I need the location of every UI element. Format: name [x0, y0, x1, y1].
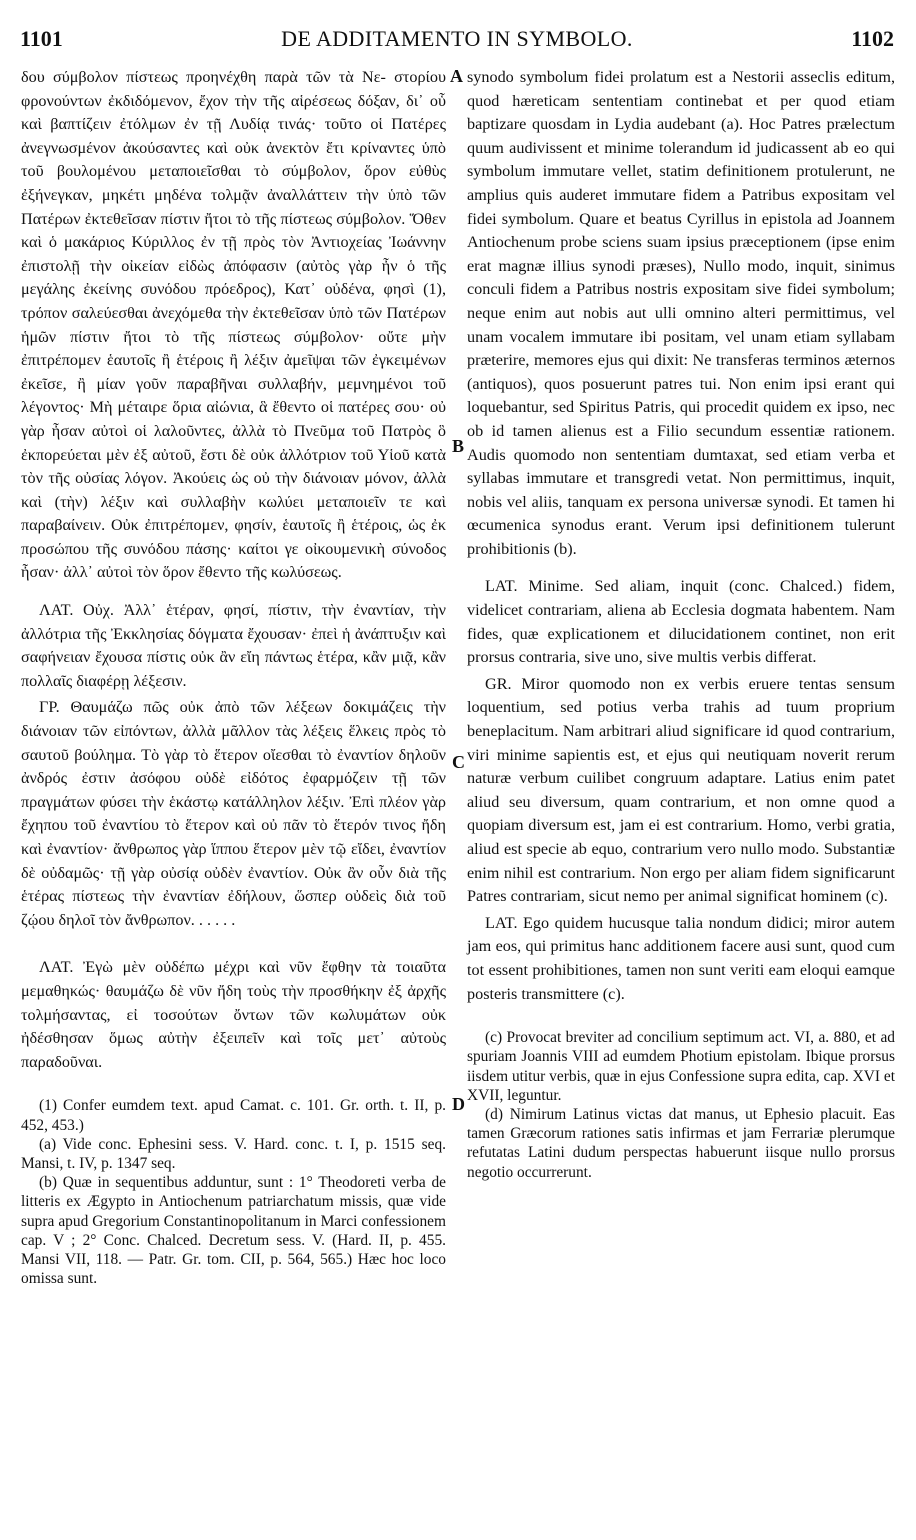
margin-marker-c: C — [452, 752, 465, 772]
footnote: (d) Nimirum Latinus victas dat manus, ut Ephesio placuit. Eas tamen Græcorum rationes satis infirmas et jam Ferrariæ plerumque refutatas Latini dudum perspectas habuerunt iisque nullo prorsus negotio occurrerunt. — [467, 1105, 895, 1181]
latin-paragraph: LAT. Ego quidem hucusque talia nondum didici; miror autem jam eos, qui primitus hanc additionem facere ausi sunt, quod cum tot essent prohibitiones, tamen non sunt veriti eam eloqui eamque posteris transmittere (c). — [467, 913, 895, 1003]
margin-marker-d: D — [452, 1094, 465, 1114]
margin-marker-a: A — [450, 66, 463, 86]
greek-paragraph: ΓΡ. Θαυμάζω πῶς οὐκ ἀπὸ τῶν λέξεων δοκιμάζεις τὴν διάνοιαν τῶν εἰπόντων, ἀλλὰ μᾶλλον τὰς λέξεις ἕλκεις πρὸς τὸ σαυτοῦ βούλημα. Τὸ γὰρ τὸ ἕτερον οἴεσθαι τὸ ἐναντίον δηλοῦν ἀνδρός ἐστιν ἀσόφου οὐδὲ εἰδότος ἐφαρμόζειν τῇ τῶν πραγμάτων φύσει τὴν ἑκάστῳ κατάλληλον λέξιν. Ἐπὶ πλέον γὰρ ἔχηπου τοῦ ἐναντίου τὸ ἕτερον καὶ οὐ πᾶν τὸ ἕτερόν τινος ἤδη καὶ ἐναντίον· ἄνθρωπος γὰρ ἵππου ἕτερον μὲν τῷ εἴδει, ἐναντίον δὲ οὐδαμῶς· τῇ γὰρ οὐσίᾳ οὐδὲν ἐναντίον. Οὐκ ἂν οὖν διὰ τῆς ἑτέρας πίστεως τὴν ἐναντίαν ἐδήλουν, ὥσπερ οὐδεὶς διὰ τοῦ ζῴου δηλοῖ τὸν ἄνθρωπον. . . . . . — [21, 698, 446, 929]
margin-marker-b: B — [452, 436, 465, 456]
left-page-number: 1101 — [20, 26, 63, 51]
greek-column — [21, 66, 446, 1288]
latin-paragraph: LAT. Minime. Sed aliam, inquit (conc. Chalced.) fidem, videlicet contrariam, aliena ab Ecclesia dogmata habentem. Nam fides, quæ explicationem et dilucidationem continet, non erit prorsus contraria, sive uno, sive multis verbis differat. — [467, 577, 895, 667]
footnotes-right — [467, 1028, 895, 1182]
footnote: (b) Quæ in sequentibus adduntur, sunt : 1° Theodoreti verba de litteris ex Ægypto in Antiochenum patriarchatum missis, quæ vide supra apud Gregorium Constantinopolitanum in Marci confessionem cap. V ; 2° Conc. Chalced. Decretum sess. V. (Hard. II, p. 455. Mansi VII, 118. — Patr. Gr. tom. CII, p. 564, 565.) Hæc hoc loco omissa sunt. — [21, 1174, 446, 1288]
latin-column — [467, 66, 895, 1182]
running-header — [20, 26, 894, 60]
greek-paragraph: ΛΑΤ. Ἐγὼ μὲν οὐδέπω μέχρι καὶ νῦν ἔφθην τὰ τοιαῦτα μεμαθηκώς· θαυμάζω δὲ νῦν ἤδη τοὺς τὴν προσθήκην ἐξ ἀρχῆς τολμήσαντας, εἰ τοσούτων ὄντων τῶν κωλυμάτων οὐκ ἠδέσθησαν ὅμως αὐτὴν ἐξειπεῖν καὶ τοῖς μετ᾽ αὐτοὺς παραδοῦναι. — [21, 958, 446, 1071]
footnotes-left — [21, 1096, 446, 1288]
footnote: (a) Vide conc. Ephesini sess. V. Hard. conc. t. I, p. 1515 seq. Mansi, t. IV, p. 1347 seq. — [21, 1135, 446, 1172]
right-page-number: 1102 — [851, 26, 894, 51]
running-title: DE ADDITAMENTO IN SYMBOLO. — [281, 26, 633, 51]
latin-paragraph: GR. Miror quomodo non ex verbis eruere tentas sensum loquentium, sed potius verba trahis ad tuum proprium beneplacitum. Nam arbitrari aliud significare id quod contrarium, viri minime sapientis est, et ejus qui neutiquam noverit rerum naturæ verbum cuilibet congruum adaptare. Latius enim patet aliud seu diversum, quam contrarium, et non omne quod a quopiam diversum est, jam ei est contrarium. Homo, verbi gratia, aliud est specie ab equo, contrarium vero nullo modo. Substantiæ enim nihil est contrarium. Non ergo per aliam fidem significarunt Patres contrariam, sicut nemo per animal significat hominem (c). — [467, 674, 895, 906]
greek-paragraph: δου σύμβολον πίστεως προηνέχθη παρὰ τῶν τὰ Νε- στορίου φρονούντων ἐκδιδόμενον, ἔχον τὴν τῆς αἱρέσεως δόξαν, δι᾽ οὗ καὶ βαπτίζειν ἐτόλμων ἐν τῇ Λυδίᾳ τινάς· τοῦτο οἱ Πατέρες ἀνεγνωσμένον ἀκούσαντες καὶ οὐκ ἀνεκτὸν ἔτι κρίναντες ὑπὸ τοῦ βουλομένου μεταποιεῖσθαι τὸ σύμβολον, ὅρον εὐθὺς ἐξήνεγκαν, μηκέτι μηδένα τολμᾷν ἀναλλάττειν τὴν ὑπὸ τῶν Πατέρων ἐκτεθεῖσαν πίστιν ἤτοι τὸ τῆς πίστεως σύμβολον. Ὅθεν καὶ ὁ μακάριος Κύριλλος ἐν τῇ πρὸς τὸν Ἀντιοχείας Ἰωάννην ἐπιστολῇ τὴν οἰκείαν εἰδὼς ἀπόφασιν (αὐτὸς γὰρ ἦν ὁ τῆς μεγάλης ἐκείνης συνόδου πρόεδρος), Κατ᾽ οὐδένα, φησὶ (1), τρόπον σαλεύεσθαι ἀνεχόμεθα τὴν ἐκτεθεῖσαν ὑπὸ τῶν Πατέρων ἡμῶν πίστιν ἤτοι τὸ τῆς πίστεως σύμβολον· οὔτε μὴν ἐπιτρέπομεν ἑαυτοῖς ἢ ἑτέροις ἢ λέξιν ἀμεῖψαι τῶν ἐγκειμένων ἐκεῖσε, ἢ μίαν γοῦν παραβῆναι συλλαβήν, μεμνημένοι τοῦ λέγοντος· Μὴ μέταιρε ὅρια αἰώνια, ἃ ἔθεντο οἱ πατέρες σου· οὐ γὰρ ἦσαν αὐτοὶ οἱ λαλοῦντες, ἀλλὰ τὸ Πνεῦμα τοῦ Πατρὸς ὃ ἐκπορεύεται μὲν ἐξ αὐτοῦ, ἔστι δὲ οὐκ ἀλλότριον τοῦ Υἱοῦ κατὰ τὸν τῆς οὐσίας λόγον. Ἀκούεις ὡς οὐ τὴν διάνοιαν μόνον, ἀλλὰ καὶ (τὴν) λέξιν καὶ συλλαβὴν κωλύει μεταποιεῖν τε καὶ παραβαίνειν. Οὐκ ἐπιτρέπομεν, φησίν, ἑαυτοῖς ἢ ἑτέροις, ὡς ἐκ προσώπου τῆς συνόδου πάσης· καίτοι γε οἰκουμενικὴ σύνοδος ἦσαν· ἀλλ᾽ αὐτοὶ τὸν ὅρον ἔθεντο τῆς κωλύσεως. — [21, 68, 446, 582]
latin-paragraph: synodo symbolum fidei prolatum est a Nestorii asseclis editum, quod hæreticam sententiam continebat et per quod etiam baptizare quosdam in Lydia audebant (a). Hoc Patres prælectum quum audivissent et minime tolerandum id judicassent ab eo qui symbolum immutare vellet, statim definitionem protulerunt, ne amplius quis auderet immutare fidem a Patribus expositam vel fidei symbolum. Quare et beatus Cyrillus in epistola ad Joannem Antiochenum probe sciens suam ipsius præceptionem (ipse enim erat magnæ illius synodi præses), Nullo modo, inquit, sinimus conculi fidem a Patribus nostris expositam sive fidei symbolum; neque enim aut nobis aut ulli omnino alteri permittimus, vel unam vocalem immutare ibi positam, vel unam etiam syllabam præterire, memores ejus qui dixit: Ne transferas terminos æternos (antiquos), quos posuerunt patres tui. Non enim ipsi erant qui loquebantur, sed Spiritus Patris, qui procedit quidem ex ipso, nec ob id tamen alienus est a Filio secundum essentiæ rationem. Audis quomodo non sententiam dumtaxat, sed etiam verba et syllabas immutare et transgredi vetat. Non permittimus, inquit, nobis vel aliis, tanquam ex persona universæ synodi. Et tamen hi œcumenica synodus erant. Verum ipsi definitionem tulerunt prohibitionis (b). — [467, 68, 895, 558]
footnote: (c) Provocat breviter ad concilium septimum act. VI, a. 880, et ad spuriam Joannis VIII ad eumdem Photium epistolam. Ibique prorsus iisdem utitur verbis, quæ in ejus Confessione supra edita, cap. XVI et XVII, leguntur. — [467, 1029, 895, 1104]
greek-paragraph: ΛΑΤ. Οὐχ. Ἀλλ᾽ ἑτέραν, φησί, πίστιν, τὴν ἐναντίαν, τὴν ἀλλότρια τῆς Ἐκκλησίας δόγματα ἔχουσαν· ἐπεὶ ἡ ἀνάπτυξιν καὶ σαφήνειαν ἔχουσα πίστις οὐκ ἂν εἴη πάντως ἑτέρα, κἂν μιᾷ, κἂν πολλαῖς διαφέρῃ λέξεσιν. — [21, 601, 446, 690]
footnote: (1) Confer eumdem text. apud Camat. c. 101. Gr. orth. t. II, p. 452, 453.) — [21, 1097, 446, 1134]
